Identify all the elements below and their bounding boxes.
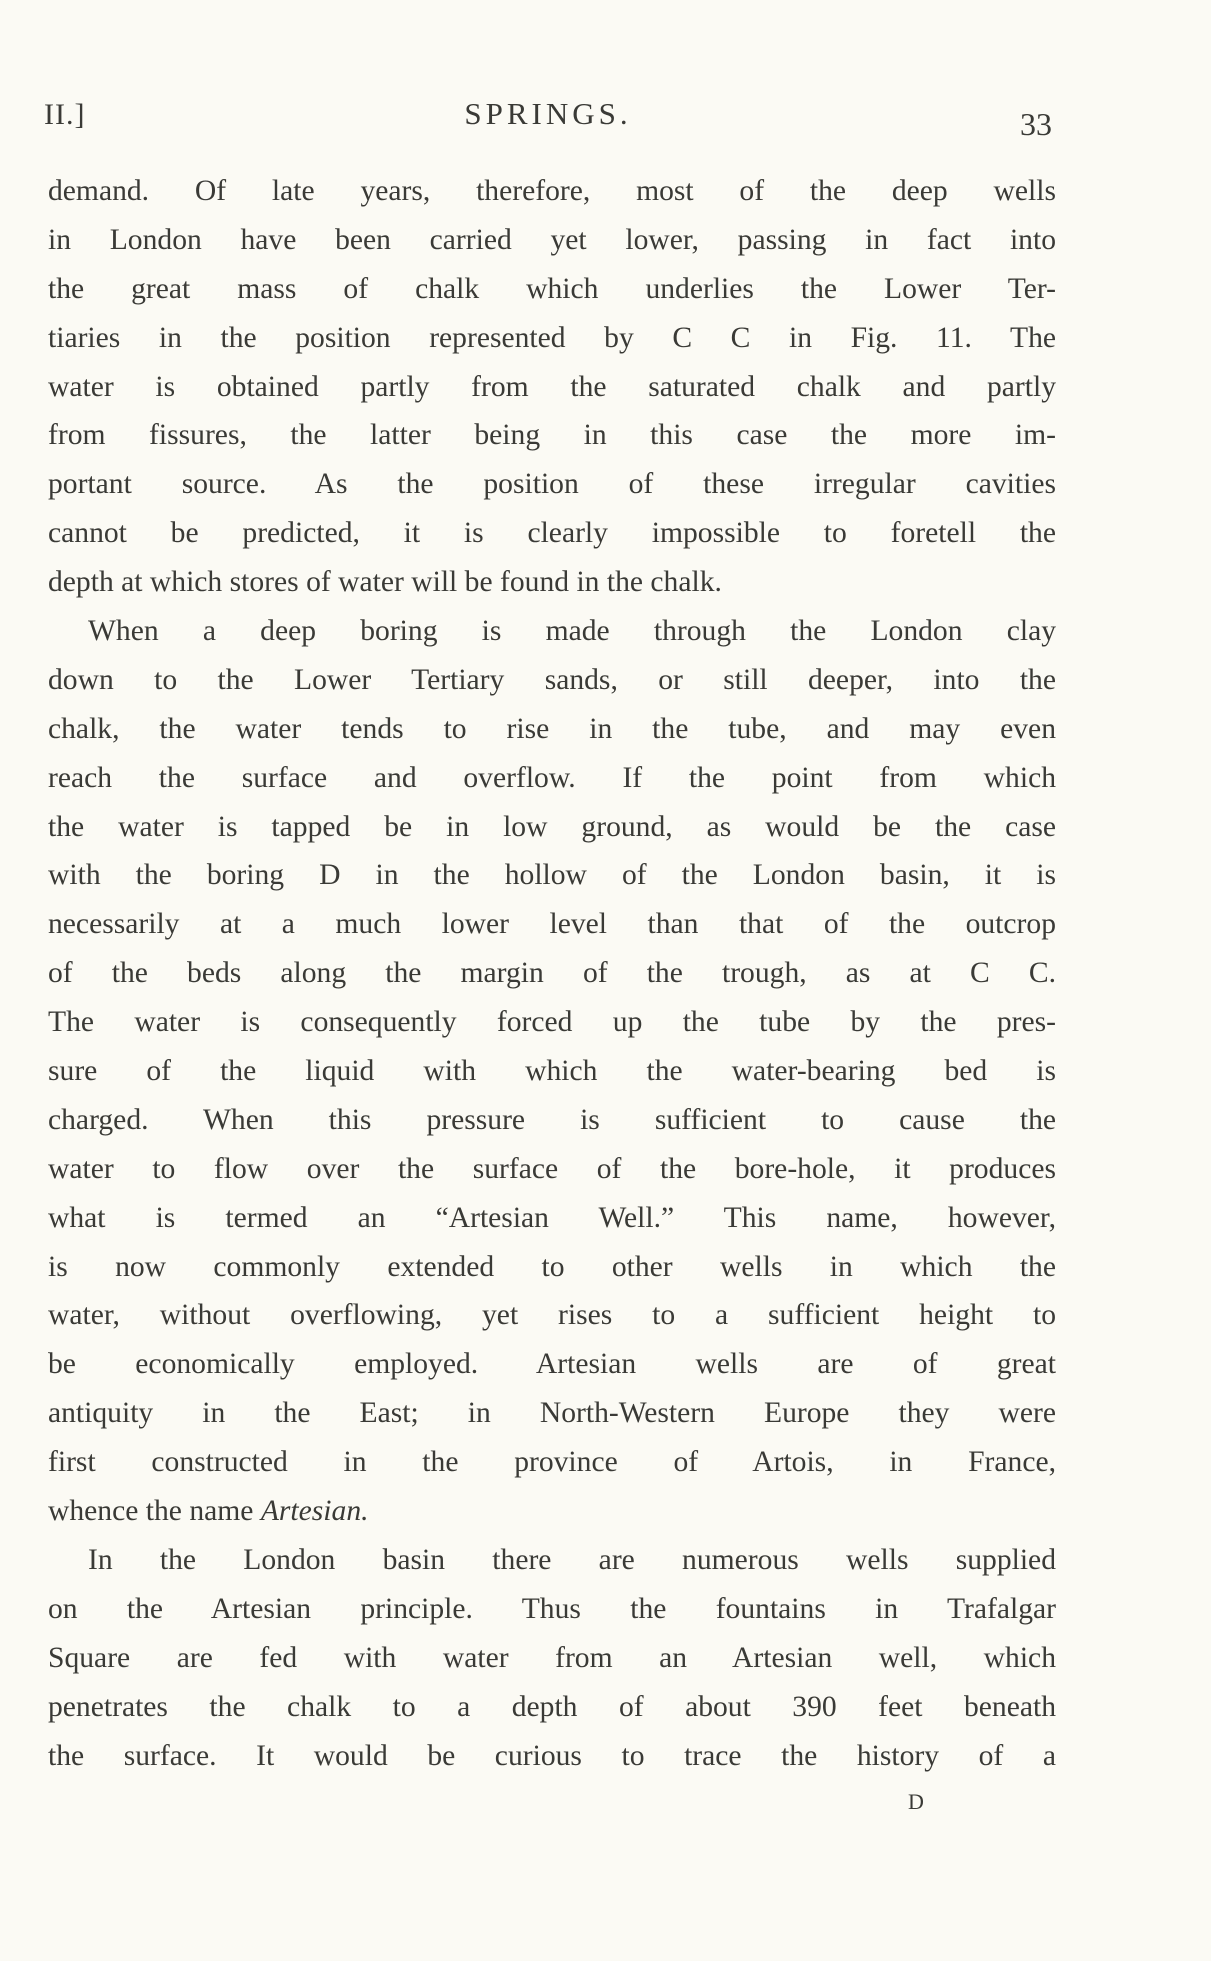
text-line: depth at which stores of water will be found in the chalk. [48,566,722,599]
text-line: charged. When this pressure is sufficient to cause the [48,1103,1056,1136]
text-line: penetrates the chalk to a depth of about 390 feet beneath [48,1690,1056,1723]
text-line: The water is consequently forced up the tube by the pres- [48,1006,1056,1039]
text-line: on the Artesian principle. Thus the fountains in Trafalgar [48,1592,1056,1625]
text-line: down to the Lower Tertiary sands, or still deeper, into the [48,663,1056,696]
text-line: sure of the liquid with which the water-bearing bed is [48,1055,1056,1088]
text-line: from fissures, the latter being in this case the more im- [48,419,1056,452]
text-line: with the boring D in the hollow of the London basin, it is [48,859,1056,892]
text-line: water to flow over the surface of the bore-hole, it produces [48,1152,1056,1185]
text-line: Square are fed with water from an Artesian well, which [48,1641,1056,1674]
text-line: tiaries in the position represented by C C in Fig. 11. The [48,321,1056,354]
text-line: chalk, the water tends to rise in the tube, and may even [48,712,1056,745]
text-line: the surface. It would be curious to trace the history of a [48,1739,1056,1772]
chapter-marker: II.] [44,98,86,131]
text-line: be economically employed. Artesian wells are of great [48,1348,1056,1381]
text-line: the water is tapped be in low ground, as would be the case [48,810,1056,843]
text-line: reach the surface and overflow. If the point from which [48,761,1056,794]
text-line: demand. Of late years, therefore, most of the deep wells [48,175,1056,207]
paragraph-first-line: When a deep boring is made through the London clay [88,615,1056,648]
text-line: is now commonly extended to other wells in which the [48,1250,1056,1283]
text-line: first constructed in the province of Artois, in France, [48,1446,1056,1479]
signature-mark: D [908,1789,925,1814]
text-line: cannot be predicted, it is clearly impossible to foretell the [48,517,1056,550]
text-line: water, without overflowing, yet rises to a sufficient height to [48,1299,1056,1332]
text-line: what is termed an “Artesian Well.” This name, however, [48,1201,1056,1234]
text-line [48,1487,1056,1536]
paragraph-first-line: In the London basin there are numerous wells supplied [88,1543,1056,1576]
text-line: of the beds along the margin of the trough, as at C C. [48,957,1056,990]
text-line: water is obtained partly from the saturated chalk and partly [48,370,1056,403]
text-line: portant source. As the position of these irregular cavities [48,468,1056,501]
italic-term: Artesian. [260,1495,369,1528]
text-run: whence the name [48,1495,254,1528]
text-line: in London have been carried yet lower, passing in fact into [48,223,1056,256]
running-head [44,92,1052,142]
page-number: 33 [1020,106,1052,142]
running-title: SPRINGS. [464,96,632,131]
text-line: the great mass of chalk which underlies the Lower Ter- [48,272,1056,305]
body-text [48,167,1056,1780]
text-line: antiquity in the East; in North-Western Europe they were [48,1397,1056,1430]
text-line: necessarily at a much lower level than that of the outcrop [48,908,1056,941]
